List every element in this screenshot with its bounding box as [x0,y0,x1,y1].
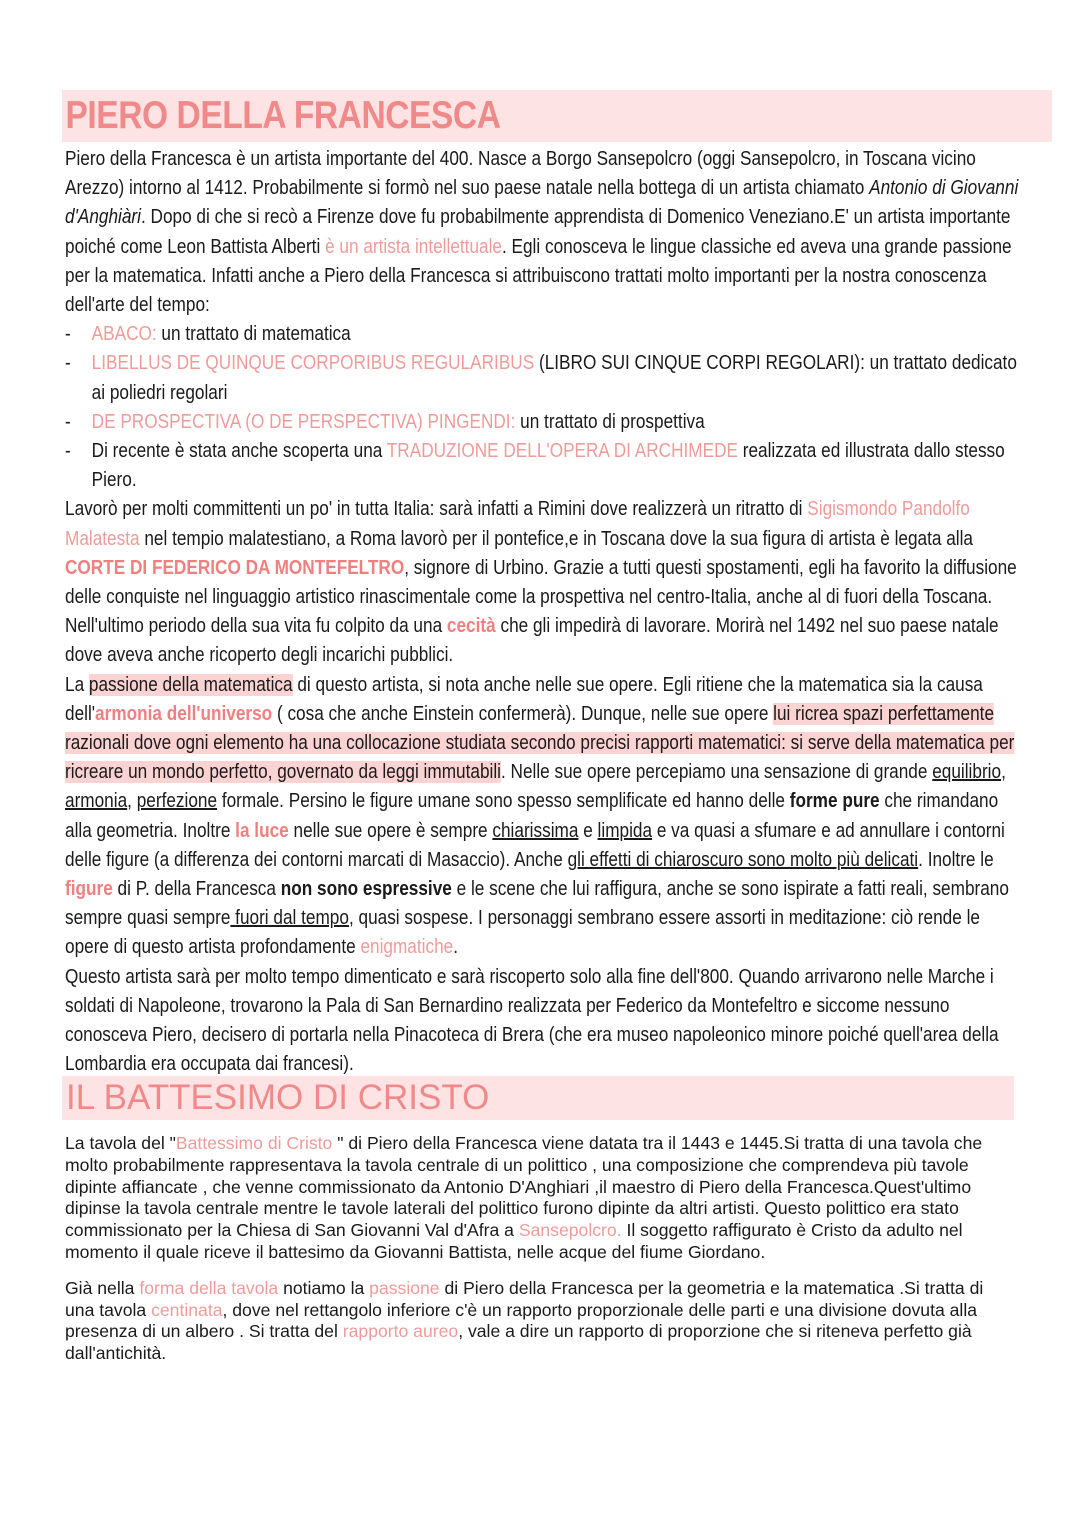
corte-federico: CORTE DI FEDERICO DA MONTEFELTRO [65,556,405,579]
math-paragraph: La passione della matematica di questo artista, si nota anche nelle sue opere. Egli ritiene che la matematica sia la causa dell'armonia dell'universo ( cosa che anche Einstein confermerà). Dunque, nelle sue opere lui ricrea spazi perfettamente razionali dove ogni elemento ha una collocazione studiata secondo precisi rapporti matematici: si serve della matematica per ricreare un mondo perfetto, governato da leggi immutabili. Nelle sue opere percepiamo una sensazione di grande equilibrio, armonia, perfezione formale. Persino le figure umane sono spesso semplificate ed hanno delle forme pure che rimandano alla geometria. Inoltre la luce nelle sue opere è sempre chiarissima e limpida e va quasi a sfumare e ad annullare i contorni delle figure (a differenza dei contorni marcati di Masaccio). Anche gli effetti di chiaroscuro sono molto più delicati. Inoltre le figure di P. della Francesca non sono espressive e le scene che lui raffigura, anche se sono ispirate a fatti reali, sembrano sempre quasi sempre fuori dal tempo, quasi sospese. I personaggi sembrano essere assorti in meditazione: ciò rende le opere di questo artista profondamente enigmatiche. [65,673,1015,959]
section-title-piero: PIERO DELLA FRANCESCA [62,90,1052,142]
sigismondo-name: Sigismondo Pandolfo Malatesta [65,498,970,550]
rediscovery-paragraph: Questo artista sarà per molto tempo dimenticato e sarà riscoperto solo alla fine dell'800. Quando arrivarono nelle Marche i soldati di Napoleone, trovarono la Pala di San Bernardino realizzata per Federico da Montefeltro e siccome nessuno conosceva Piero, decisero di portarla nella Pinacoteca di Brera (che era museo napoleonico minore poiché quell'area della Lombardia era occupata dai francesi). [65,965,999,1076]
artist-name: Antonio di Giovanni d'Anghiàri [65,177,1019,229]
list-item: - Di recente è stata anche scoperta una TRADUZIONE DELL'OPERA DI ARCHIMEDE realizzata ed illustrata dallo stesso Piero. [65,437,1020,495]
career-paragraph: Lavorò per molti committenti un po' in tutta Italia: sarà infatti a Rimini dove realizzerà un ritratto di Sigismondo Pandolfo Malatesta nel tempio malatestiano, a Roma lavorò per il pontefice,e in Toscana dove la sua figura di artista è legata alla CORTE DI FEDERICO DA MONTEFELTRO, signore di Urbino. Grazie a tutti questi spostamenti, egli ha favorito la diffusione delle conquiste nel linguaggio artistico rinascimentale come la prospettiva nel centro-Italia, anche al di fuori della Toscana. Nell'ultimo periodo della sua vita fu colpito da una cecità che gli impedirà di lavorare. Morirà nel 1492 nel suo paese natale dove aveva anche ricoperto degli incarichi pubblici. [65,498,1017,667]
armonia-universo: armonia dell'universo [95,702,273,725]
list-item: - ABACO: un trattato di matematica [65,320,1020,349]
cecita-word: cecità [446,615,496,638]
passione-highlight: passione della matematica [88,673,293,696]
treatises-list [65,320,1020,495]
list-item: - LIBELLUS DE QUINQUE CORPORIBUS REGULARIBUS (LIBRO SUI CINQUE CORPI REGOLARI): un trattato dedicato ai poliedri regolari [65,349,1020,407]
battesimo-paragraph-1: La tavola del "Battessimo di Cristo " di Piero della Francesca viene datata tra il 1443 e 1445.Si tratta di una tavola che molto probabilmente rappresentava la tavola centrale di un polittico , una composizione che comprendeva più tavole dipinte affiancate , che venne commissionato da Antonio D'Anghiari ,il maestro di Piero della Francesca.Quest'ultimo dipinse la tavola centrale mentre le tavole laterali del polittico furono dipinte da altri artisti. Questo polittico era stato commissionato per la Chiesa di San Giovanni Val d'Afra a Sansepolcro. Il soggetto raffigurato è Cristo da adulto nel momento il quale riceve il battesimo da Giovanni Battista, nelle acque del fiume Giordano. [65,1133,983,1262]
battesimo-paragraph-2: Già nella forma della tavola notiamo la passione di Piero della Francesca per la geometria e la matematica .Si tratta di una tavola centinata, dove nel rettangolo inferiore c'è un rapporto proporzionale delle parti e una divisione dovuta alla presenza di un albero . Si tratta del rapporto aureo, vale a dire un rapporto di proporzione che si riteneva perfetto già dall'antichità. [65,1277,984,1364]
section-body-battesimo [65,1133,1015,1365]
section-body-piero [65,145,1020,1080]
list-item: - DE PROSPECTIVA (O DE PERSPECTIVA) PINGENDI: un trattato di prospettiva [65,408,1020,437]
intellectual-phrase: è un artista intellettuale [325,235,502,258]
spazi-razionali-highlight: lui ricrea spazi perfettamente razionali dove ogni elemento ha una collocazione studiata secondo precisi rapporti matematici: si serve della matematica per ricreare un mondo perfetto, governato da leggi immutabili [65,702,1015,784]
intro-paragraph: Piero della Francesca è un artista importante del 400. Nasce a Borgo Sansepolcro (oggi Sansepolcro, in Toscana vicino Arezzo) intorno al 1412. Probabilmente si formò nel suo paese natale nella bottega di un artista chiamato Antonio di Giovanni d'Anghiàri. Dopo di che si recò a Firenze dove fu probabilmente apprendista di Domenico Veneziano.E' un artista importante poiché come Leon Battista Alberti è un artista intellettuale. Egli conosceva le lingue classiche ed aveva una grande passione per la matematica. Infatti anche a Piero della Francesca si attribuiscono trattati molto importanti per la nostra conoscenza dell'arte del tempo: [65,148,1019,317]
section-title-battesimo: IL BATTESIMO DI CRISTO [62,1076,1014,1120]
